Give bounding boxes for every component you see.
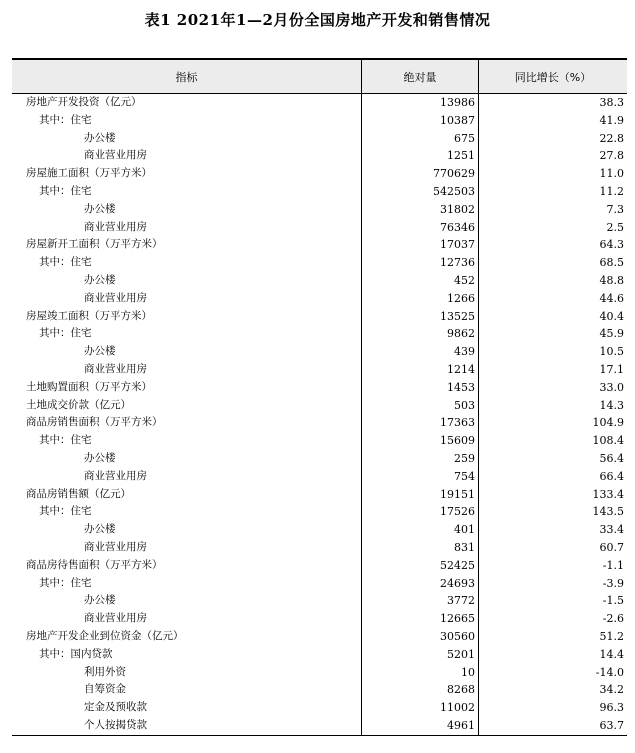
- row-growth-value: 17.1: [478, 361, 627, 379]
- row-growth-value: 33.0: [478, 379, 627, 397]
- row-absolute-value: 17526: [361, 503, 478, 521]
- row-absolute-value: 754: [361, 468, 478, 486]
- row-absolute-value: 401: [361, 521, 478, 539]
- row-growth-value: 96.3: [478, 699, 627, 717]
- table-title: 表1 2021年1—2月份全国房地产开发和销售情况: [144, 11, 491, 29]
- row-indicator-label: 办公楼: [84, 523, 116, 536]
- row-absolute-value: 452: [361, 272, 478, 290]
- row-indicator-label: 办公楼: [84, 202, 116, 215]
- row-indicator-label: 办公楼: [84, 273, 116, 286]
- row-growth-value: 133.4: [478, 486, 627, 504]
- row-absolute-value: 15609: [361, 432, 478, 450]
- row-indicator-label: 土地成交价款（亿元）: [26, 398, 131, 411]
- table-row: [12, 219, 627, 237]
- table-row: [12, 112, 627, 130]
- row-growth-value: 68.5: [478, 254, 627, 272]
- row-growth-value: 34.2: [478, 681, 627, 699]
- table-row: [12, 147, 627, 165]
- row-growth-value: 48.8: [478, 272, 627, 290]
- header-growth: 同比增长（%）: [478, 60, 627, 93]
- row-growth-value: -2.6: [478, 610, 627, 628]
- row-indicator-label: 其中：住宅: [39, 505, 92, 518]
- table-row: [12, 486, 627, 504]
- row-growth-value: 63.7: [478, 717, 627, 735]
- row-growth-value: -1.1: [478, 557, 627, 575]
- table-row: [12, 592, 627, 610]
- row-indicator-label: 其中：住宅: [39, 184, 92, 197]
- row-absolute-value: 259: [361, 450, 478, 468]
- row-absolute-value: 11002: [361, 699, 478, 717]
- row-absolute-value: 13525: [361, 308, 478, 326]
- row-absolute-value: 439: [361, 343, 478, 361]
- row-indicator-label: 商品房销售额（亿元）: [26, 487, 131, 500]
- table-row: [12, 539, 627, 557]
- row-indicator-label: 定金及预收款: [84, 701, 147, 714]
- header-absolute: 绝对量: [361, 60, 478, 93]
- row-absolute-value: 1251: [361, 147, 478, 165]
- table-row: [12, 183, 627, 201]
- row-absolute-value: 13986: [361, 94, 478, 112]
- table-row: [12, 628, 627, 646]
- table-row: [12, 201, 627, 219]
- row-growth-value: 108.4: [478, 432, 627, 450]
- row-indicator-label: 其中：住宅: [39, 327, 92, 340]
- table-row: [12, 664, 627, 682]
- row-absolute-value: 1214: [361, 361, 478, 379]
- row-absolute-value: 503: [361, 397, 478, 415]
- row-growth-value: 7.3: [478, 201, 627, 219]
- row-absolute-value: 8268: [361, 681, 478, 699]
- row-absolute-value: 542503: [361, 183, 478, 201]
- table-row: [12, 397, 627, 415]
- row-growth-value: 11.2: [478, 183, 627, 201]
- table-row: [12, 325, 627, 343]
- row-indicator-label: 房屋新开工面积（万平方米）: [26, 238, 163, 251]
- row-indicator-label: 办公楼: [84, 131, 116, 144]
- row-absolute-value: 1266: [361, 290, 478, 308]
- row-absolute-value: 831: [361, 539, 478, 557]
- table-row: [12, 503, 627, 521]
- row-indicator-label: 商品房待售面积（万平方米）: [26, 558, 163, 571]
- row-indicator-label: 其中：住宅: [39, 256, 92, 269]
- row-indicator-label: 房屋施工面积（万平方米）: [26, 167, 152, 180]
- row-absolute-value: 17363: [361, 414, 478, 432]
- table-row: [12, 236, 627, 254]
- row-absolute-value: 52425: [361, 557, 478, 575]
- row-indicator-label: 房地产开发企业到位资金（亿元）: [26, 629, 184, 642]
- table-row: [12, 379, 627, 397]
- row-absolute-value: 1453: [361, 379, 478, 397]
- table-row: [12, 254, 627, 272]
- row-indicator-label: 办公楼: [84, 594, 116, 607]
- row-indicator-label: 利用外资: [84, 665, 126, 678]
- row-indicator-label: 其中：住宅: [39, 113, 92, 126]
- row-growth-value: 60.7: [478, 539, 627, 557]
- row-indicator-label: 其中：住宅: [39, 576, 92, 589]
- table-row: [12, 343, 627, 361]
- row-indicator-label: 商品房销售面积（万平方米）: [26, 416, 163, 429]
- table-row: [12, 432, 627, 450]
- row-indicator-label: 商业营业用房: [84, 540, 147, 553]
- row-indicator-label: 其中：国内贷款: [39, 647, 113, 660]
- row-growth-value: -3.9: [478, 575, 627, 593]
- table-header: [12, 60, 627, 94]
- row-indicator-label: 房屋竣工面积（万平方米）: [26, 309, 152, 322]
- row-growth-value: -14.0: [478, 664, 627, 682]
- header-indicator: 指标: [175, 70, 198, 84]
- row-absolute-value: 5201: [361, 646, 478, 664]
- table-row: [12, 94, 627, 112]
- row-indicator-label: 房地产开发投资（亿元）: [26, 96, 142, 108]
- row-absolute-value: 3772: [361, 592, 478, 610]
- row-absolute-value: 30560: [361, 628, 478, 646]
- row-growth-value: 40.4: [478, 308, 627, 326]
- row-indicator-label: 商业营业用房: [84, 469, 147, 482]
- data-table: [12, 58, 627, 736]
- row-indicator-label: 商业营业用房: [84, 149, 147, 162]
- row-indicator-label: 其中：住宅: [39, 434, 92, 447]
- row-growth-value: 56.4: [478, 450, 627, 468]
- row-absolute-value: 9862: [361, 325, 478, 343]
- row-absolute-value: 76346: [361, 219, 478, 237]
- row-indicator-label: 土地购置面积（万平方米）: [26, 380, 152, 393]
- row-indicator-label: 商业营业用房: [84, 362, 147, 375]
- table-row: [12, 414, 627, 432]
- row-growth-value: 2.5: [478, 219, 627, 237]
- row-growth-value: 41.9: [478, 112, 627, 130]
- row-absolute-value: 24693: [361, 575, 478, 593]
- row-growth-value: 38.3: [478, 94, 627, 112]
- row-absolute-value: 12665: [361, 610, 478, 628]
- row-growth-value: 33.4: [478, 521, 627, 539]
- row-growth-value: 11.0: [478, 165, 627, 183]
- row-absolute-value: 19151: [361, 486, 478, 504]
- table-row: [12, 521, 627, 539]
- table-row: [12, 610, 627, 628]
- table-row: [12, 557, 627, 575]
- row-indicator-label: 办公楼: [84, 345, 116, 358]
- table-row: [12, 130, 627, 148]
- row-absolute-value: 10: [361, 664, 478, 682]
- table-row: [12, 290, 627, 308]
- row-growth-value: 10.5: [478, 343, 627, 361]
- row-growth-value: 27.8: [478, 147, 627, 165]
- row-growth-value: 22.8: [478, 130, 627, 148]
- row-absolute-value: 12736: [361, 254, 478, 272]
- table-row: [12, 468, 627, 486]
- row-absolute-value: 770629: [361, 165, 478, 183]
- row-indicator-label: 商业营业用房: [84, 612, 147, 625]
- row-absolute-value: 31802: [361, 201, 478, 219]
- row-growth-value: 104.9: [478, 414, 627, 432]
- row-absolute-value: 675: [361, 130, 478, 148]
- row-growth-value: 66.4: [478, 468, 627, 486]
- row-indicator-label: 个人按揭贷款: [84, 718, 147, 731]
- row-growth-value: -1.5: [478, 592, 627, 610]
- row-growth-value: 44.6: [478, 290, 627, 308]
- row-growth-value: 14.4: [478, 646, 627, 664]
- row-indicator-label: 自筹资金: [84, 683, 126, 696]
- table-row: [12, 699, 627, 717]
- row-absolute-value: 17037: [361, 236, 478, 254]
- table-row: [12, 272, 627, 290]
- table-row: [12, 646, 627, 664]
- row-growth-value: 14.3: [478, 397, 627, 415]
- row-absolute-value: 4961: [361, 717, 478, 735]
- row-indicator-label: 商业营业用房: [84, 220, 147, 233]
- table-body: [12, 94, 627, 735]
- row-absolute-value: 10387: [361, 112, 478, 130]
- table-row: [12, 450, 627, 468]
- row-indicator-label: 办公楼: [84, 451, 116, 464]
- row-indicator-label: 商业营业用房: [84, 291, 147, 304]
- row-growth-value: 143.5: [478, 503, 627, 521]
- row-growth-value: 64.3: [478, 236, 627, 254]
- table-row: [12, 717, 627, 735]
- table-row: [12, 308, 627, 326]
- row-growth-value: 51.2: [478, 628, 627, 646]
- table-row: [12, 575, 627, 593]
- table-row: [12, 681, 627, 699]
- row-growth-value: 45.9: [478, 325, 627, 343]
- table-row: [12, 165, 627, 183]
- table-row: [12, 361, 627, 379]
